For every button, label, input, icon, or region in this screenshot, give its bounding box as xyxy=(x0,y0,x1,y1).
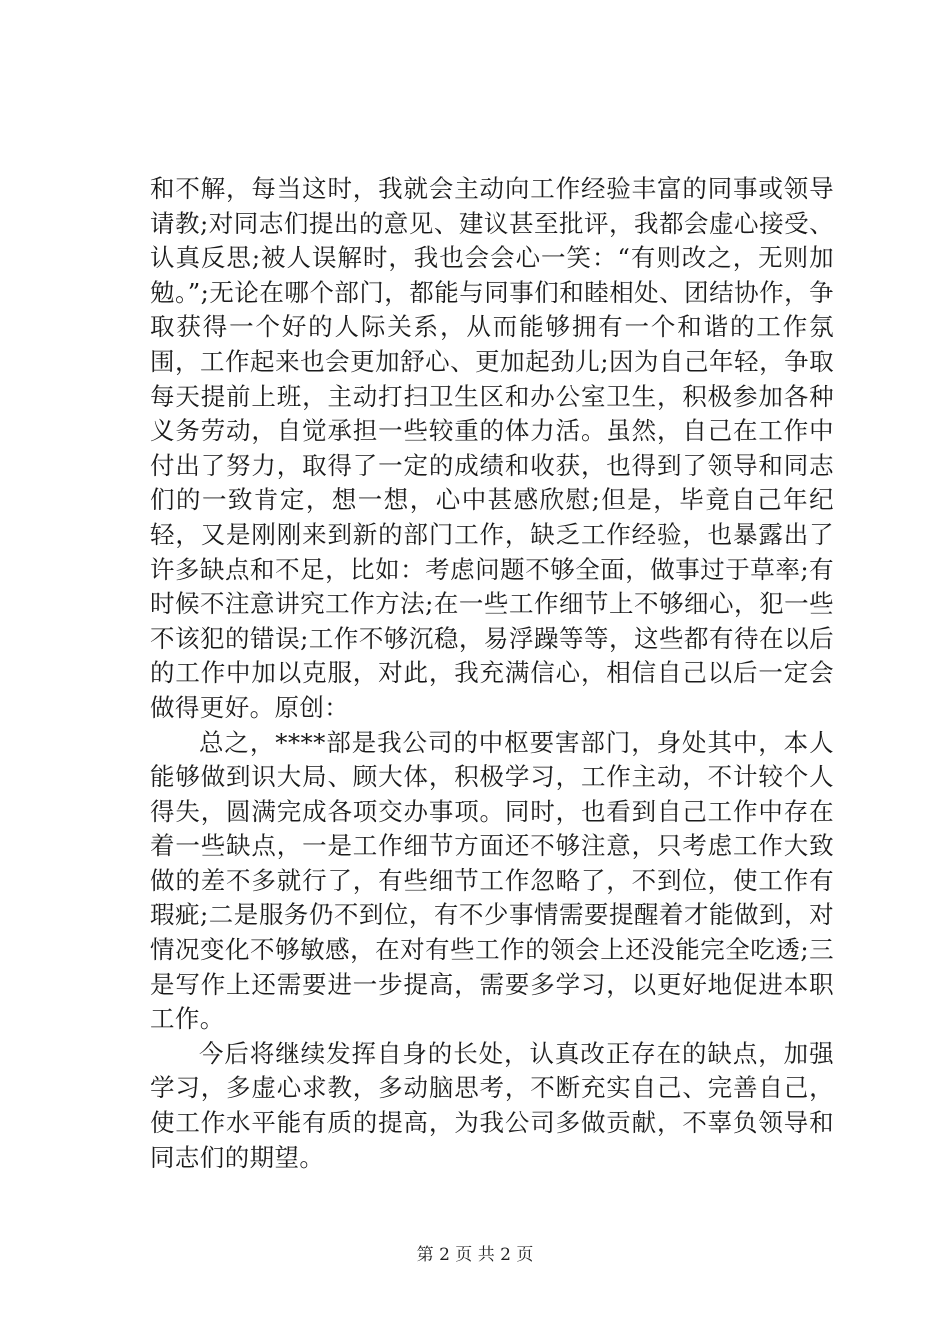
body-paragraph-outlook: 今后将继续发挥自身的长处，认真改正存在的缺点，加强学习，多虚心求教，多动脑思考，不断充实自己、完善自己，使工作水平能有质的提高，为我公司多做贡献，不辜负领导和同志们的期望。 xyxy=(150,1038,834,1172)
body-paragraph-continued: 和不解，每当这时，我就会主动向工作经验丰富的同事或领导请教;对同志们提出的意见、建议甚至批评，我都会虚心接受、认真反思;被人误解时，我也会会心一笑：“有则改之，无则加勉。”;无论在哪个部门，都能与同事们和睦相处、团结协作，争取获得一个好的人际关系，从而能够拥有一个和谐的工作氛围，工作起来也会更加舒心、更加起劲儿;因为自己年轻，争取每天提前上班，主动打扫卫生区和办公室卫生，积极参加各种义务劳动，自觉承担一些较重的体力活。虽然，自己在工作中付出了努力，取得了一定的成绩和收获，也得到了领导和同志们的一致肯定，想一想，心中甚感欣慰;但是，毕竟自己年纪轻，又是刚刚来到新的部门工作，缺乏工作经验，也暴露出了许多缺点和不足，比如：考虑问题不够全面，做事过于草率;有时候不注意讲究工作方法;在一些工作细节上不够细心，犯一些不该犯的错误;工作不够沉稳，易浮躁等等，这些都有待在以后的工作中加以克服，对此，我充满信心，相信自己以后一定会做得更好。原创： xyxy=(150,174,834,722)
body-paragraph-summary: 总之，****部是我公司的中枢要害部门，身处其中，本人能够做到识大局、顾大体，积极学习，工作主动，不计较个人得失，圆满完成各项交办事项。同时，也看到自己工作中存在着一些缺点，一是工作细节方面还不够注意，只考虑工作大致做的差不多就行了，有些细节工作忽略了，不到位，使工作有瑕疵;二是服务仍不到位，有不少事情需要提醒着才能做到，对情况变化不够敏感，在对有些工作的领会上还没能完全吃透;三是写作上还需要进一步提高，需要多学习，以更好地促进本职工作。 xyxy=(150,727,834,1034)
page-footer xyxy=(0,1244,950,1266)
document-body xyxy=(150,172,834,1175)
page-number-indicator: 第 2 页 共 2 页 xyxy=(416,1245,534,1265)
